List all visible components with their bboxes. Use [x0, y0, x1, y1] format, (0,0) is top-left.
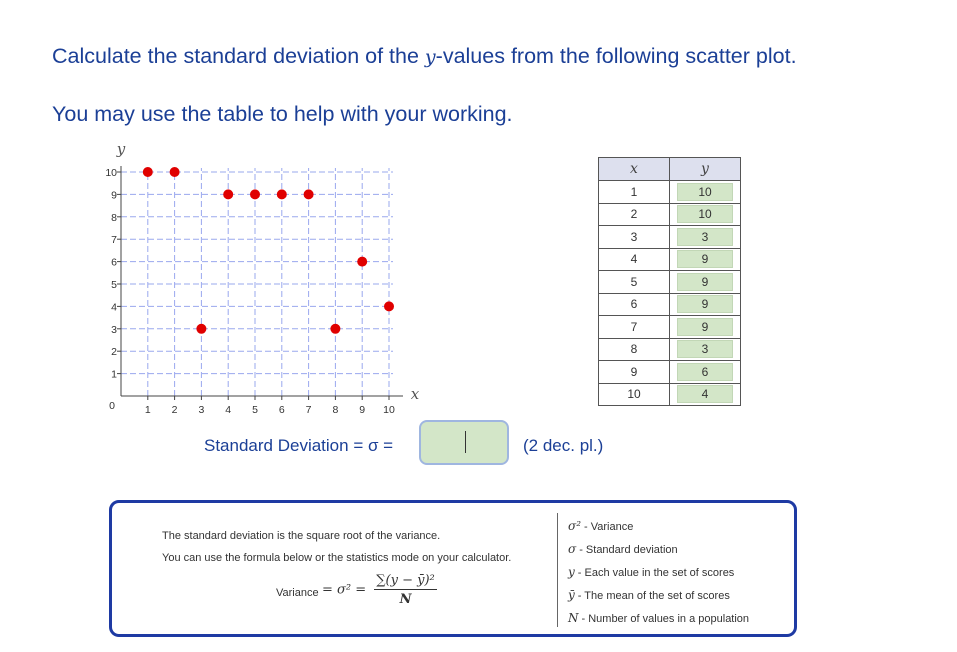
question-variable: y	[424, 46, 436, 68]
data-point	[196, 324, 206, 334]
formula-numerator: ∑(y − ȳ)²	[376, 573, 435, 588]
decimal-places-hint: (2 dec. pl.)	[523, 436, 604, 455]
table-cell-y-value: 4	[677, 385, 733, 403]
table-cell-x: 9	[599, 361, 670, 384]
x-tick-label: 3	[198, 404, 205, 416]
data-point	[384, 301, 394, 311]
table-cell-x: 8	[599, 338, 670, 361]
legend-item	[568, 611, 749, 625]
y-tick-label: 4	[111, 301, 117, 314]
table-cell-y	[670, 248, 741, 271]
legend-symbol: ȳ	[568, 588, 575, 602]
y-tick-label: 1	[111, 368, 117, 381]
table-cell-y	[670, 203, 741, 226]
table-cell-y	[670, 181, 741, 204]
table-row	[599, 271, 741, 294]
data-point	[330, 324, 340, 334]
info-line-1: The standard deviation is the square root of the variance.	[162, 530, 441, 542]
question-line-1	[52, 44, 797, 69]
x-tick-label: 9	[359, 404, 366, 416]
table-cell-y-value: 10	[677, 205, 733, 223]
table-cell-y	[670, 361, 741, 384]
table-cell-y	[670, 293, 741, 316]
x-axis-label: x	[410, 385, 420, 403]
question-text-post: -values from the following scatter plot.	[435, 44, 797, 68]
x-tick-label: 10	[383, 404, 395, 416]
legend-item	[568, 565, 734, 579]
y-tick-label: 9	[111, 189, 117, 202]
legend-item	[568, 542, 678, 556]
standard-deviation-input[interactable]	[419, 420, 509, 465]
data-point	[250, 189, 260, 199]
standard-deviation-label: Standard Deviation = σ =	[204, 436, 394, 455]
legend-symbol: y	[568, 565, 575, 579]
table-cell-x: 7	[599, 316, 670, 339]
origin-label: 0	[109, 400, 115, 412]
legend-text: - The mean of the set of scores	[577, 590, 730, 602]
table-row	[599, 316, 741, 339]
text-cursor	[465, 431, 466, 453]
table-cell-x: 6	[599, 293, 670, 316]
data-point	[170, 167, 180, 177]
table-body	[599, 181, 741, 406]
x-tick-label: 2	[171, 404, 178, 416]
legend-text: - Each value in the set of scores	[577, 567, 735, 579]
x-tick-label: 7	[305, 404, 312, 416]
table-row	[599, 338, 741, 361]
table-cell-x: 5	[599, 271, 670, 294]
x-tick-label: 5	[252, 404, 258, 416]
table-cell-y-value: 6	[677, 363, 733, 381]
table-cell-y	[670, 338, 741, 361]
working-table	[598, 157, 741, 406]
x-tick-label: 4	[225, 404, 232, 416]
formula-fraction	[374, 573, 436, 607]
table-cell-x: 2	[599, 203, 670, 226]
table-cell-y-value: 9	[677, 295, 733, 313]
formula-info-panel	[109, 500, 797, 637]
legend-item	[568, 519, 633, 533]
table-row	[599, 383, 741, 406]
y-axis-label: y	[116, 140, 126, 158]
x-tick-label: 8	[332, 404, 339, 416]
y-tick-label: 2	[111, 346, 117, 359]
table-header-row	[599, 158, 741, 181]
table-header-y: y	[670, 158, 741, 181]
legend-text: - Standard deviation	[579, 544, 678, 556]
table-row	[599, 181, 741, 204]
table-cell-y-value: 3	[677, 340, 733, 358]
data-point	[304, 189, 314, 199]
table-cell-y	[670, 383, 741, 406]
formula-lhs: = σ² =	[322, 582, 367, 598]
legend-symbol: σ²	[568, 519, 582, 533]
table-cell-y	[670, 271, 741, 294]
table-row	[599, 293, 741, 316]
table-row	[599, 203, 741, 226]
panel-divider	[557, 513, 558, 627]
table-row	[599, 361, 741, 384]
table-row	[599, 226, 741, 249]
y-tick-label: 7	[111, 234, 117, 247]
table-cell-x: 3	[599, 226, 670, 249]
legend-text: - Number of values in a population	[581, 613, 750, 625]
data-point	[277, 189, 287, 199]
question-text-pre: Calculate the standard deviation of the	[52, 44, 425, 68]
formula-denominator: N	[399, 592, 412, 607]
y-tick-label: 10	[105, 167, 117, 179]
data-point	[223, 189, 233, 199]
table-cell-y	[670, 316, 741, 339]
table-cell-y-value: 9	[677, 318, 733, 336]
legend-symbol: N	[568, 611, 579, 625]
data-point	[357, 257, 367, 267]
table-cell-x: 10	[599, 383, 670, 406]
table-cell-x: 1	[599, 181, 670, 204]
table-cell-x: 4	[599, 248, 670, 271]
table-cell-y-value: 9	[677, 250, 733, 268]
y-tick-label: 5	[111, 279, 117, 291]
table-cell-y	[670, 226, 741, 249]
y-tick-label: 8	[111, 211, 117, 224]
y-tick-label: 3	[111, 323, 117, 336]
x-tick-label: 6	[278, 404, 285, 416]
table-header-x: x	[599, 158, 670, 181]
info-line-2: You can use the formula below or the statistics mode on your calculator.	[162, 552, 512, 564]
data-point	[143, 167, 153, 177]
x-tick-label: 1	[144, 404, 151, 416]
table-row	[599, 248, 741, 271]
variance-formula	[322, 573, 437, 607]
legend-symbol: σ	[568, 542, 577, 556]
legend-text: - Variance	[584, 521, 634, 533]
y-tick-label: 6	[111, 256, 117, 269]
table-cell-y-value: 10	[677, 183, 733, 201]
legend-item	[568, 588, 730, 602]
variance-label: Variance	[276, 587, 319, 599]
table-cell-y-value: 9	[677, 273, 733, 291]
question-line-2: You may use the table to help with your working.	[52, 102, 513, 126]
table-cell-y-value: 3	[677, 228, 733, 246]
